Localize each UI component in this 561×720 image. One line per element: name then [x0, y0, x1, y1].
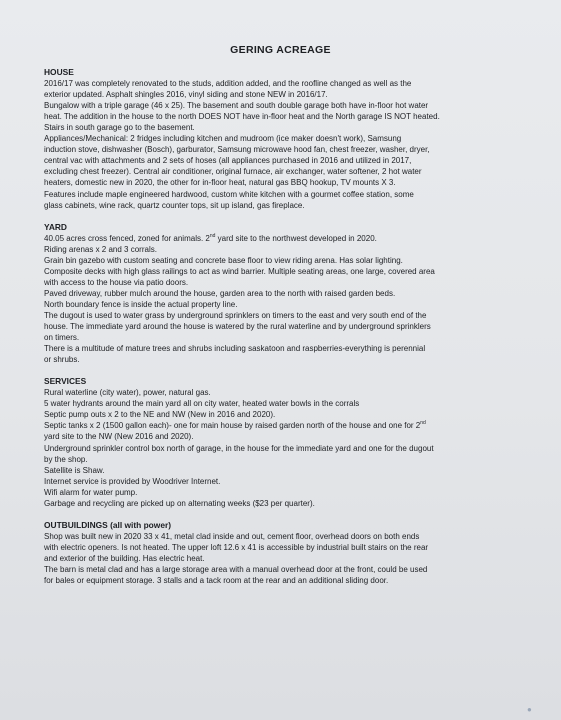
document-body: [44, 67, 532, 597]
text-line: on timers.: [44, 333, 80, 343]
text-line: North boundary fence is inside the actual property line.: [44, 299, 238, 309]
text-line: [44, 233, 532, 244]
text-line: or shrubs.: [44, 355, 80, 365]
text-line: central vac with attachments and 2 sets of hoses (all appliances purchased in 2016 and utilized in 2017,: [44, 156, 412, 166]
text-line: Appliances/Mechanical: 2 fridges including kitchen and mudroom (ice maker doesn't work), Samsung: [44, 134, 402, 144]
text-line: house. The immediate yard around the house is watered by the rural waterline and by underground sprinklers: [44, 322, 431, 332]
section-yard: [44, 222, 532, 366]
text-line: Shop was built new in 2020 33 x 41, metal clad inside and out, cement floor, overhead doors on both ends: [44, 531, 420, 541]
text-line: Underground sprinkler control box north of garage, in the house for the immediate yard and one for the dugout: [44, 443, 434, 453]
section-heading: OUTBUILDINGS (all with power): [44, 519, 172, 530]
text-line: heaters, domestic new in 2020, the other for in-floor heat, natural gas BBQ hookup, TV mounts X 3.: [44, 178, 396, 188]
text-line: The dugout is used to water grass by underground sprinklers on timers to the east and very south end of the: [44, 310, 427, 320]
text-line: for bales or equipment storage. 3 stalls and a tack room at the rear and an additional sliding door.: [44, 576, 389, 586]
text-line: Features include maple engineered hardwood, custom white kitchen with a gourmet coffee station, some: [44, 189, 414, 199]
section-heading: HOUSE: [44, 67, 74, 77]
text-line: Internet service is provided by Woodriver Internet.: [44, 476, 221, 486]
ordinal-superscript: nd: [209, 232, 216, 239]
text-segment: yard site to the northwest developed in 2020.: [215, 233, 377, 243]
text-line: Wifi alarm for water pump.: [44, 487, 138, 497]
text-line: Garbage and recycling are picked up on alternating weeks ($23 per quarter).: [44, 498, 315, 508]
text-line: Rural waterline (city water), power, natural gas.: [44, 388, 211, 398]
text-line: Septic pump outs x 2 to the NE and NW (New in 2016 and 2020).: [44, 410, 276, 420]
text-line: [44, 420, 532, 431]
text-line: Riding arenas x 2 and 3 corrals.: [44, 244, 157, 254]
text-line: Stairs in south garage go to the basement.: [44, 123, 195, 133]
text-line: 2016/17 was completely renovated to the studs, addition added, and the roofline changed as well as the: [44, 79, 412, 89]
text-line: induction stove, dishwasher (Bosch), garburator, Samsung microwave hood fan, chest freezer, washer, dryer,: [44, 145, 430, 155]
section-outbuildings: [44, 520, 532, 586]
text-line: Paved driveway, rubber mulch around the house, garden area to the north with raised garden beds.: [44, 288, 396, 298]
text-line: excluding chest freezer). Central air conditioner, original furnace, air exchanger, water softener, 2 hot water: [44, 167, 422, 177]
text-line: glass cabinets, wine rack, quartz counter tops, sit up island, gas fireplace.: [44, 200, 305, 210]
text-line: with access to the house via patio doors.: [44, 277, 189, 287]
document-title: GERING ACREAGE: [230, 44, 331, 56]
text-line: Grain bin gazebo with custom seating and concrete base floor to view riding arena. Has solar lighting.: [44, 255, 403, 265]
text-line: by the shop.: [44, 454, 88, 464]
text-segment: 40.05 acres cross fenced, zoned for animals. 2: [44, 233, 210, 243]
section-house: [44, 67, 532, 211]
text-line: Satellite is Shaw.: [44, 465, 105, 475]
text-segment: Septic tanks x 2 (1500 gallon each)- one for main house by raised garden north of the house and one for 2: [44, 421, 421, 431]
text-line: There is a multitude of mature trees and shrubs including saskatoon and raspberries-everything is perennial: [44, 344, 426, 354]
text-line: Composite decks with high glass railings to act as wind barrier. Multiple seating areas, one large, covered area: [44, 266, 435, 276]
text-line: 5 water hydrants around the main yard all on city water, heated water bowls in the corrals: [44, 399, 360, 409]
text-line: and exterior of the building. Has electric heat.: [44, 553, 205, 563]
text-line: Bungalow with a triple garage (46 x 25). The basement and south double garage both have in-floor hot water: [44, 101, 429, 111]
text-line: The barn is metal clad and has a large storage area with a manual overhead door at the front, could be used: [44, 564, 428, 574]
text-line: heat. The addition in the house to the north DOES NOT have in-floor heat and the North garage IS NOT heated.: [44, 112, 440, 122]
text-line: with electric openers. Is not heated. The upper loft 12.6 x 41 is accessible by industrial built stairs on the rear: [44, 542, 429, 552]
text-line: yard site to the NW (New 2016 and 2020).: [44, 432, 194, 442]
text-line: exterior updated. Asphalt shingles 2016, vinyl siding and stone NEW in 2016/17.: [44, 90, 328, 100]
section-services: [44, 376, 532, 509]
ordinal-superscript: nd: [420, 420, 426, 427]
section-heading: SERVICES: [44, 376, 87, 387]
section-heading: YARD: [44, 221, 67, 232]
corner-mark-icon: ●: [527, 705, 532, 714]
